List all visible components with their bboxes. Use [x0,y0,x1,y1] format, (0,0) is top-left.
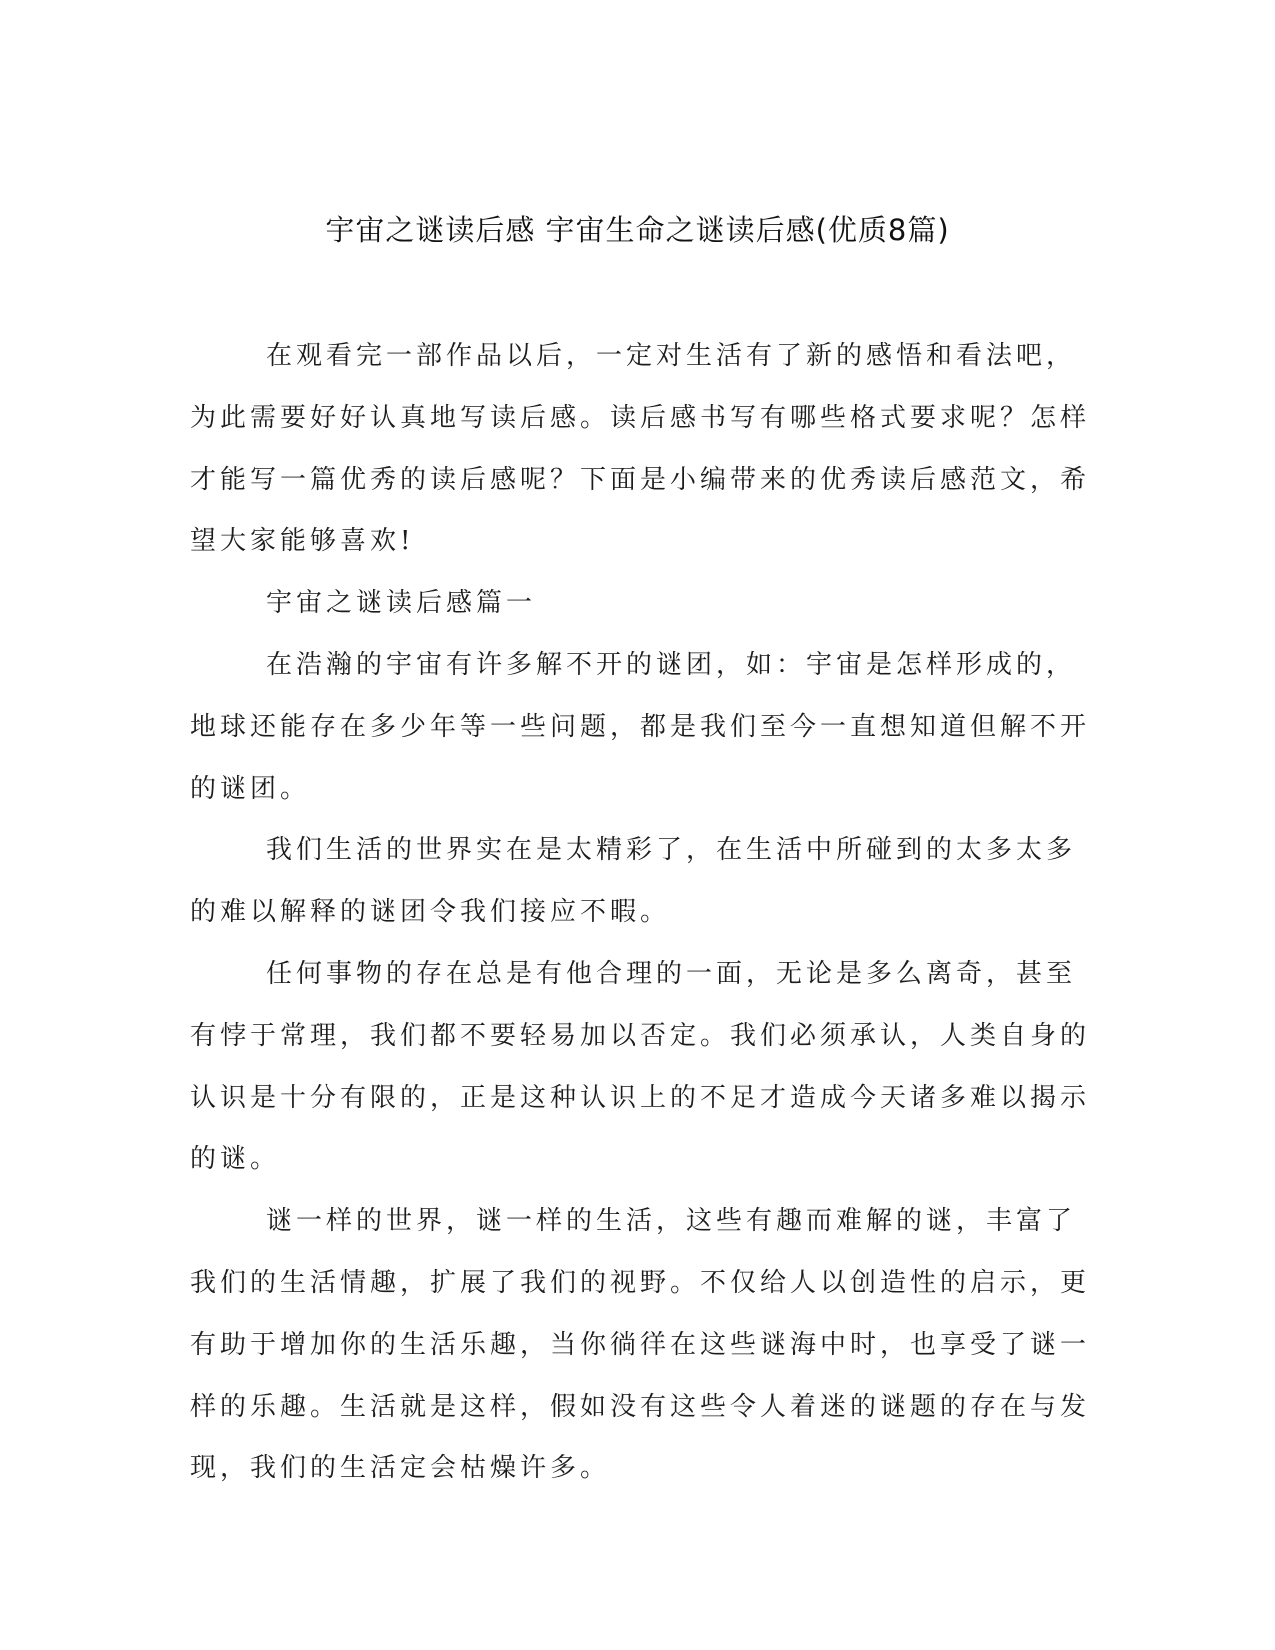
document-title: 宇宙之谜读后感 宇宙生命之谜读后感(优质8篇) [325,213,950,247]
section-heading: 宇宙之谜读后感篇一 [266,588,537,619]
intro-paragraph: 在观看完一部作品以后，一定对生活有了新的感悟和看法吧，为此需要好好认真地写读后感。读后感书写有哪些格式要求呢？怎样才能写一篇优秀的读后感呢？下面是小编带来的优秀读后感范文，希望大家能够喜欢! [190,341,1091,557]
body-paragraph: 在浩瀚的宇宙有许多解不开的谜团，如：宇宙是怎样形成的，地球还能存在多少年等一些问题，都是我们至今一直想知道但解不开的谜团。 [190,649,1091,804]
body-paragraph: 任何事物的存在总是有他合理的一面，无论是多么离奇，甚至有悖于常理，我们都不要轻易加以否定。我们必须承认，人类自身的认识是十分有限的，正是这种认识上的不足才造成今天诸多难以揭示的谜。 [190,958,1091,1175]
document-body [190,326,1090,1500]
body-paragraph: 我们生活的世界实在是太精彩了，在生活中所碰到的太多太多的难以解释的谜团令我们接应不暇。 [190,835,1077,928]
body-paragraph: 谜一样的世界，谜一样的生活，这些有趣而难解的谜，丰富了我们的生活情趣，扩展了我们的视野。不仅给人以创造性的启示，更有助于增加你的生活乐趣，当你徜徉在这些谜海中时，也享受了谜一样的乐趣。生活就是这样，假如没有这些令人着迷的谜题的存在与发现，我们的生活定会枯燥许多。 [190,1206,1091,1484]
